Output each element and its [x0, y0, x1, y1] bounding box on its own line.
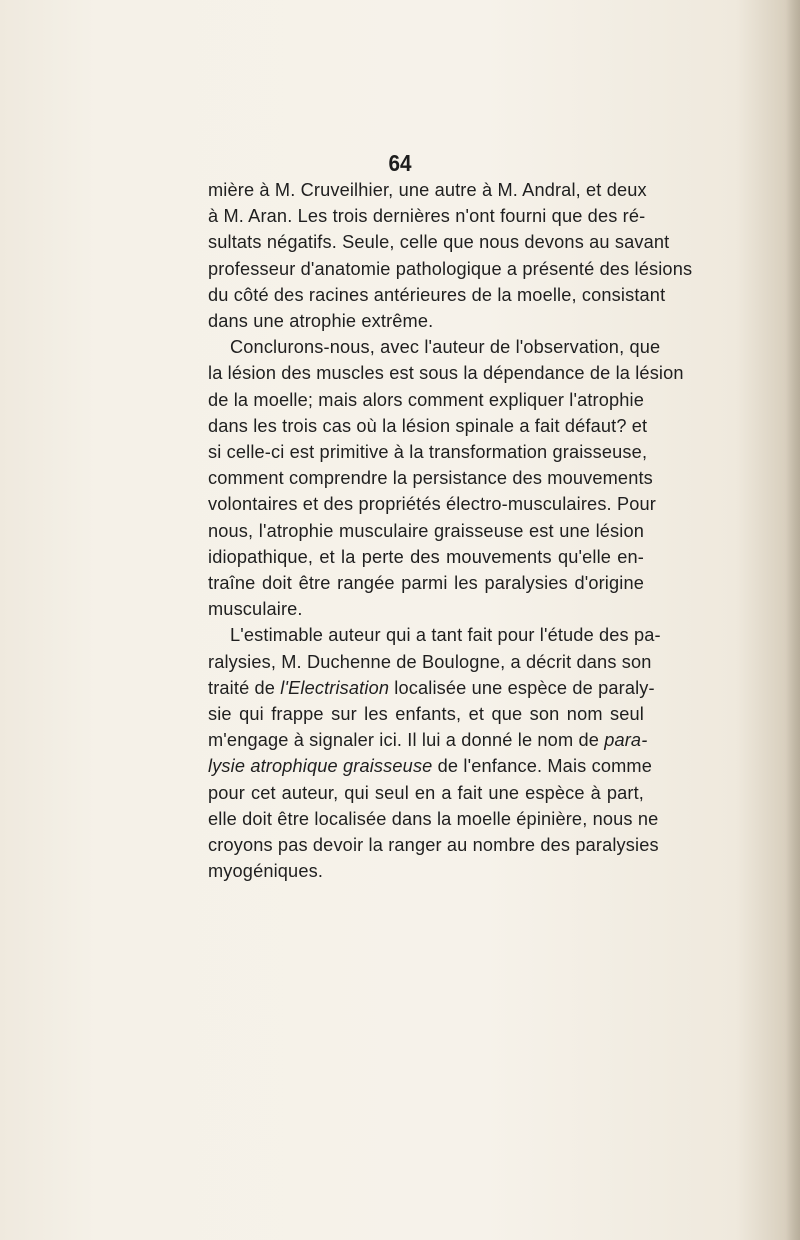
text-line: idiopathique, et la perte des mouvements qu'elle en- — [208, 546, 644, 567]
text-fragment: m'engage à signaler ici. Il lui a donné le nom de — [208, 730, 605, 751]
text-fragment: traité de — [208, 677, 281, 698]
text-line: ralysies, M. Duchenne de Boulogne, a décrit dans son — [208, 651, 652, 672]
body-text — [208, 177, 693, 884]
text-line: si celle-ci est primitive à la transformation graisseuse, — [208, 442, 648, 463]
text-line: elle doit être localisée dans la moelle épinière, nous ne — [208, 808, 659, 829]
text-line: à M. Aran. Les trois dernières n'ont fourni que des ré- — [208, 206, 646, 227]
text-line: L'estimable auteur qui a tant fait pour l'étude des pa- — [230, 625, 661, 646]
text-line: musculaire. — [208, 599, 303, 620]
page-number: 64 — [388, 150, 412, 176]
text-line — [208, 675, 655, 701]
text-line: mière à M. Cruveilhier, une autre à M. Andral, et deux — [208, 180, 647, 200]
text-line: nous, l'atrophie musculaire graisseuse est une lésion — [208, 520, 644, 541]
text-line: professeur d'anatomie pathologique a présenté des lésions — [208, 258, 693, 279]
italic-title: l'Electrisation — [280, 677, 390, 698]
paragraph-3 — [208, 622, 661, 884]
text-line: dans une atrophie extrême. — [208, 311, 434, 332]
text-line: traîne doit être rangée parmi les paralysies d'origine — [208, 573, 644, 594]
text-line: volontaires et des propriétés électro-musculaires. Pour — [208, 494, 656, 515]
text-line: la lésion des muscles est sous la dépendance de la lésion — [208, 363, 684, 384]
italic-term: lysie atrophique graisseuse — [208, 756, 433, 777]
text-line: Conclurons-nous, avec l'auteur de l'observation, que — [230, 337, 661, 358]
text-line: sie qui frappe sur les enfants, et que son nom seul — [208, 704, 644, 725]
text-line — [208, 727, 648, 753]
text-fragment: de l'enfance. Mais comme — [432, 756, 652, 777]
text-line: comment comprendre la persistance des mouvements — [208, 468, 653, 489]
italic-term: para- — [604, 730, 648, 751]
text-fragment: localisée une espèce de paraly- — [389, 677, 655, 698]
paragraph-1 — [208, 177, 693, 334]
text-line — [208, 753, 652, 779]
text-line: myogéniques. — [208, 861, 324, 882]
text-line: sultats négatifs. Seule, celle que nous devons au savant — [208, 232, 670, 253]
text-line: croyons pas devoir la ranger au nombre des paralysies — [208, 835, 659, 856]
text-line: de la moelle; mais alors comment expliquer l'atrophie — [208, 389, 644, 410]
text-line: dans les trois cas où la lésion spinale a fait défaut? et — [208, 415, 648, 436]
text-line: du côté des racines antérieures de la moelle, consistant — [208, 284, 666, 305]
paragraph-2 — [208, 334, 684, 622]
page-edge-shadow — [786, 0, 800, 1240]
text-line: pour cet auteur, qui seul en a fait une espèce à part, — [208, 782, 644, 803]
